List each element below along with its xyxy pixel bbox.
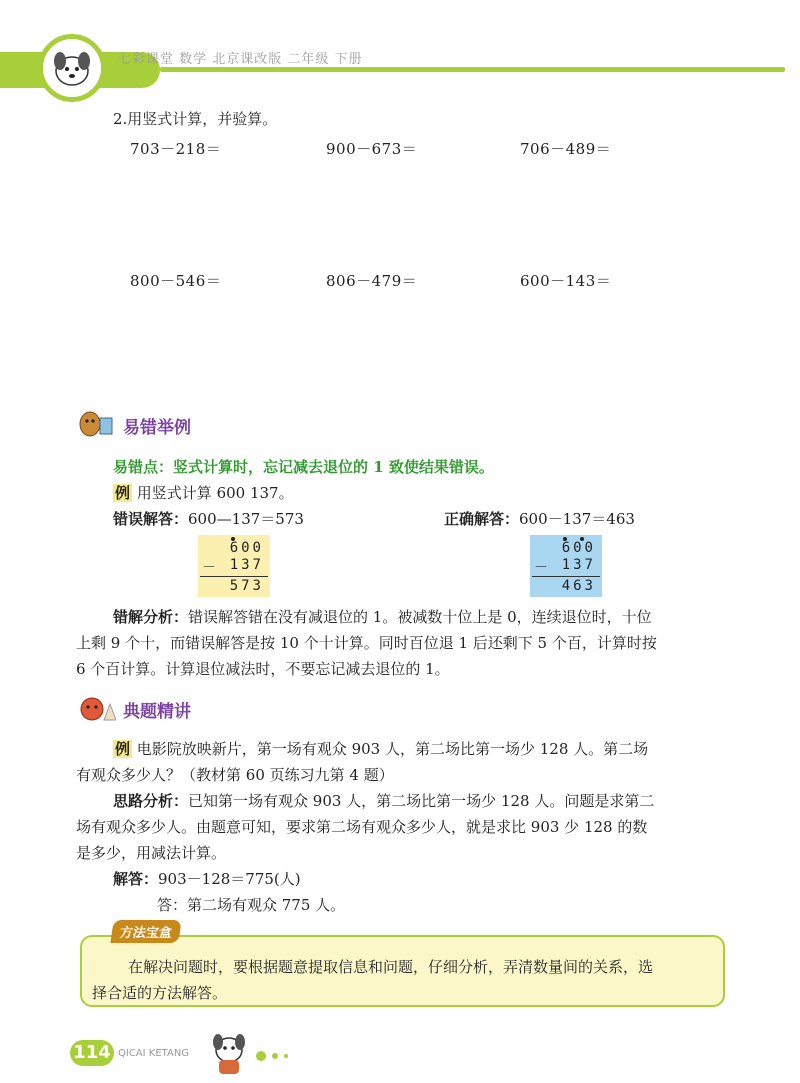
error-example: [113, 482, 294, 504]
analysis-line: [113, 606, 652, 628]
minuend: 600: [229, 540, 264, 556]
right-label: 正确解答：: [444, 510, 520, 528]
error-point-label: 易错点：: [113, 458, 174, 476]
header-rule: [160, 67, 785, 72]
thinking-line: [113, 790, 654, 812]
analysis-line: 上剩 9 个十，而错误解答是按 10 个十计算。同时百位退 1 后还剩下 5 个百，计算时按: [76, 634, 657, 652]
calc-item: 600－143＝: [520, 272, 612, 290]
calc-item: 706－489＝: [520, 140, 612, 158]
page-number: 114: [70, 1040, 114, 1066]
example-text: 电影院放映新片，第一场有观众 903 人，第二场比第一场少 128 人。第二场: [136, 740, 649, 758]
decor-dot: [272, 1053, 278, 1059]
thinking-line: 是多少，用减法计算。: [76, 844, 227, 862]
example-tag: 例: [115, 740, 131, 758]
calc-line: [200, 576, 268, 577]
right-text: 600－137＝463: [519, 510, 635, 528]
thinking-text: 已知第一场有观众 903 人，第二场比第一场少 128 人。问题是求第二: [188, 792, 655, 810]
decor-dot: [284, 1054, 288, 1058]
answer-label: 解答：: [113, 870, 159, 888]
calc-item: 806－479＝: [326, 272, 418, 290]
apple-character-icon: [76, 692, 116, 728]
typical-example-line: 有观众多少人？（教材第 60 页练习九第 4 题）: [76, 766, 394, 784]
section-heading-errors: 易错举例: [123, 418, 191, 438]
method-line: 择合适的方法解答。: [92, 984, 228, 1002]
minus-sign: －: [202, 560, 219, 576]
calc-item: 800－546＝: [130, 272, 222, 290]
mascot-dog-icon: [38, 34, 106, 102]
result: 463: [561, 578, 596, 594]
answer-line: [113, 868, 301, 890]
right-answer: [444, 508, 635, 530]
wrong-vertical-calc: [198, 535, 270, 597]
answer-calc: 903－128＝775(人): [158, 870, 301, 888]
series-title: 七彩课堂 数学 北京课改版 二年级 下册: [118, 52, 363, 67]
answer-final: 答：第二场有观众 775 人。: [157, 896, 346, 914]
right-vertical-calc: [530, 535, 602, 597]
wrong-text: 600—137＝573: [188, 510, 304, 528]
mascot-dog-footer-icon: [205, 1030, 253, 1080]
example-tag: 例: [115, 484, 131, 502]
example-text: 用竖式计算 600 137。: [136, 484, 294, 502]
subtrahend: 137: [561, 557, 596, 573]
result: 573: [229, 578, 264, 594]
footer-brand: QICAI KETANG: [118, 1048, 190, 1059]
analysis-label: 错解分析：: [113, 608, 189, 626]
minuend: 600: [561, 540, 596, 556]
exercise-title: 2.用竖式计算，并验算。: [113, 110, 278, 128]
analysis-line: 6 个百计算。计算退位减法时，不要忘记减去退位的 1。: [76, 660, 450, 678]
calc-item: 900－673＝: [326, 140, 418, 158]
analysis-text: 错误解答错在没有减退位的 1。被减数十位上是 0，连续退位时，十位: [188, 608, 652, 626]
wrong-label: 错误解答：: [113, 510, 189, 528]
wrong-answer: [113, 508, 304, 530]
thinking-label: 思路分析：: [113, 792, 189, 810]
error-point-text: 竖式计算时，忘记减去退位的 1 致使结果错误。: [173, 458, 494, 476]
typical-example-line: [113, 738, 648, 760]
minus-sign: －: [534, 560, 551, 576]
section-heading-typical: 典题精讲: [123, 702, 191, 722]
method-box-tag: 方法宝盒: [110, 920, 181, 943]
error-point: [113, 456, 494, 478]
potato-character-icon: [76, 408, 116, 444]
subtrahend: 137: [229, 557, 264, 573]
decor-dot: [256, 1051, 266, 1061]
calc-item: 703－218＝: [130, 140, 222, 158]
method-line: 在解决问题时，要根据题意提取信息和问题，仔细分析，弄清数量间的关系，选: [128, 958, 654, 976]
calc-line: [532, 576, 600, 577]
thinking-line: 场有观众多少人。由题意可知，要求第二场有观众多少人，就是求比 903 少 128 的数: [76, 818, 648, 836]
